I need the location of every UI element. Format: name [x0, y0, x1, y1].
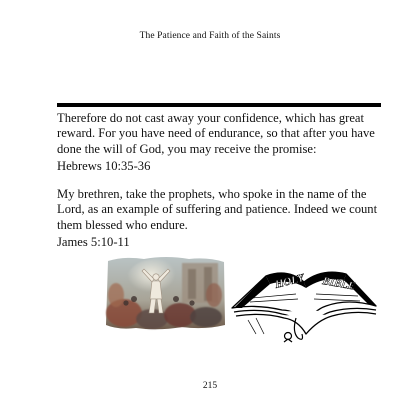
passage-text: Therefore do not cast away your confidence, which has great reward. For you have need of endurance, so that after you have done the will of God, you may receive the promise:: [57, 111, 375, 156]
bible-cover-right-lettering: BIBLE: [321, 275, 357, 293]
running-header: The Patience and Faith of the Saints: [139, 31, 281, 41]
scripture-passage-2: [57, 187, 382, 251]
section-divider: [57, 103, 381, 107]
passage-reference: James 5:10-11: [57, 235, 130, 250]
scripture-passage-1: [57, 111, 382, 175]
illustration-row: [98, 255, 394, 345]
page-number: 215: [202, 381, 218, 391]
bible-cover-left-lettering: HOLY: [273, 272, 306, 291]
crowd-painting-image: [104, 255, 226, 331]
open-bible-icon: [226, 258, 381, 344]
passage-reference: Hebrews 10:35-36: [57, 159, 151, 174]
passage-text: My brethren, take the prophets, who spoke in the name of the Lord, as an example of suffering and patience. Indeed we count them blessed who endure.: [57, 187, 378, 232]
